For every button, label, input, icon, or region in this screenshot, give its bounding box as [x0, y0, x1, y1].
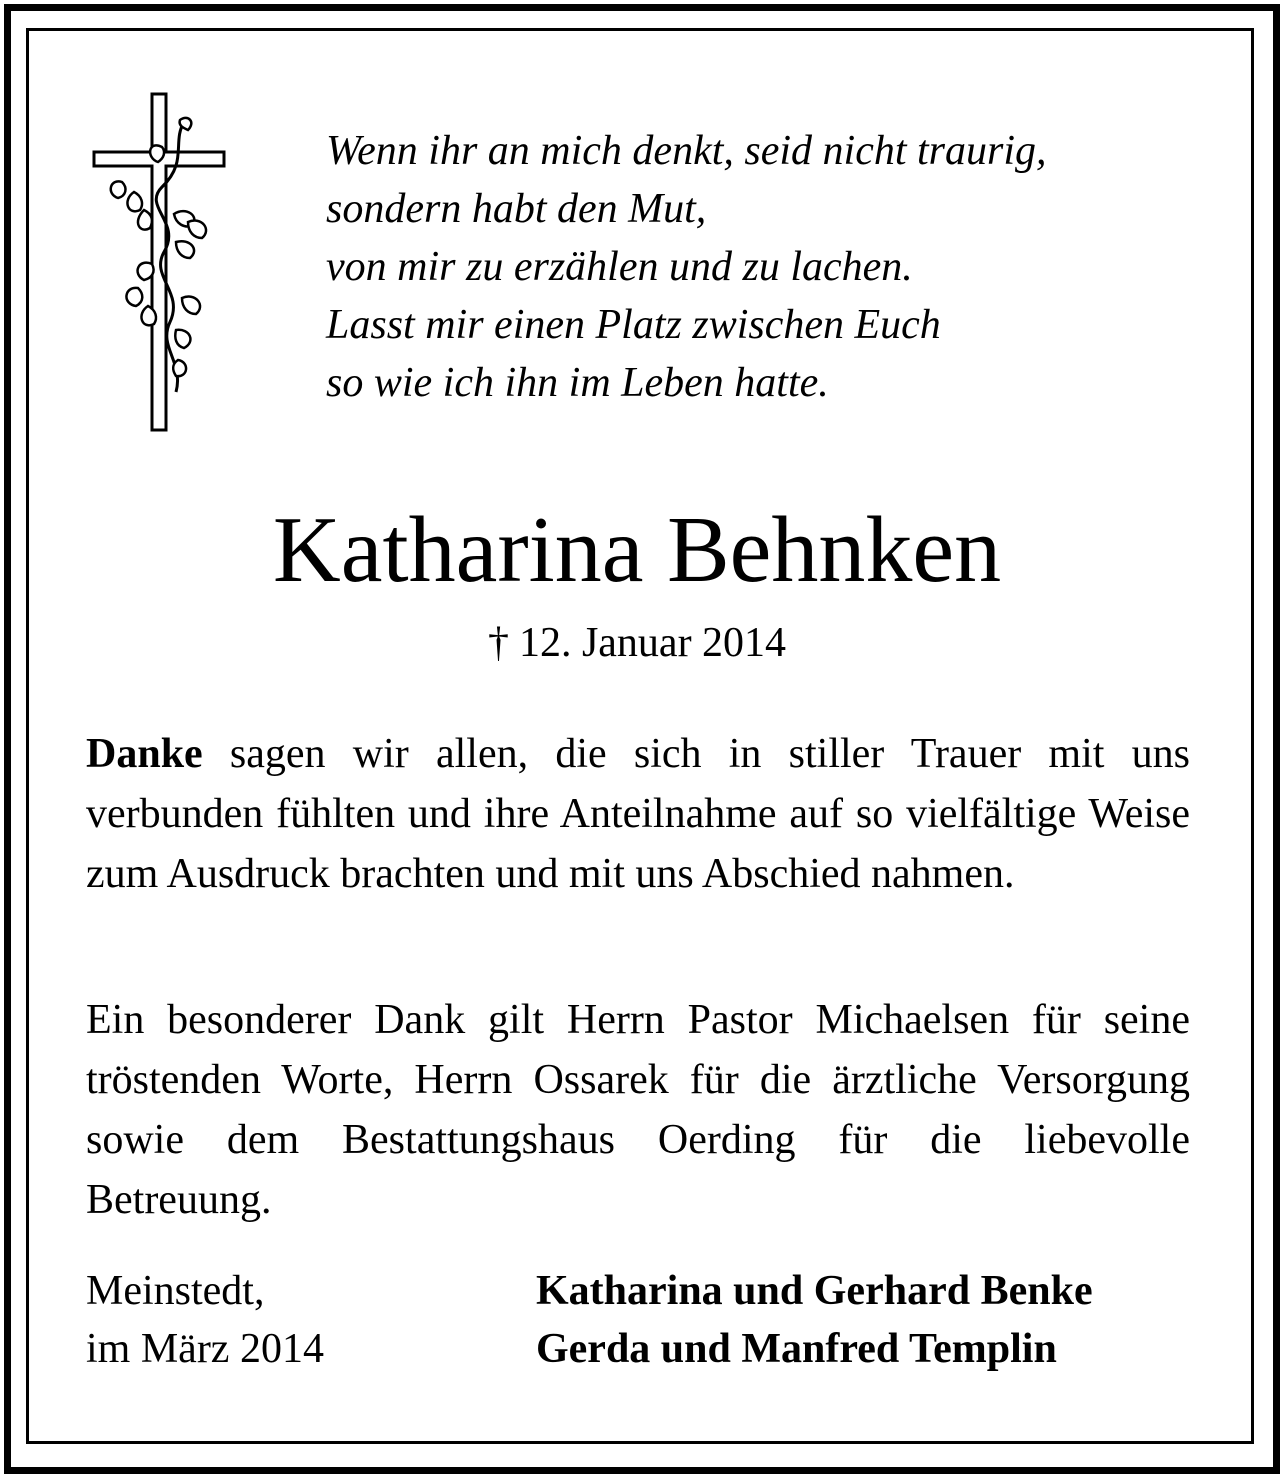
- poem-line: Lasst mir einen Platz zwischen Euch: [326, 302, 941, 348]
- closing-date: im März 2014: [86, 1326, 324, 1372]
- poem-line: so wie ich ihn im Leben hatte.: [326, 360, 829, 406]
- death-date-line: [0, 616, 1274, 670]
- dagger-icon: †: [487, 620, 509, 666]
- death-date: 12. Januar 2014: [518, 620, 787, 666]
- deceased-name: Katharina Behnken: [272, 498, 1002, 602]
- thanks-paragraph: [86, 724, 1190, 904]
- signatures: [536, 1262, 1196, 1378]
- poem-line: sondern habt den Mut,: [326, 186, 707, 232]
- poem: [326, 122, 1226, 412]
- poem-line: von mir zu erzählen und zu lachen.: [326, 244, 913, 290]
- thanks-lead-word: Danke: [86, 731, 203, 777]
- thanks-paragraph-text: sagen wir allen, die sich in stiller Trauer mit uns verbunden fühlten und ihre Anteilnahme auf so vielfältige Weise zum Ausdruck brachten und mit uns Abschied nahmen.: [86, 731, 1190, 897]
- cross-with-ivy-icon: [92, 92, 232, 434]
- signature-line: Katharina und Gerhard Benke: [536, 1268, 1093, 1314]
- place-and-date: [86, 1262, 324, 1378]
- poem-line: Wenn ihr an mich denkt, seid nicht traurig,: [326, 128, 1047, 174]
- signature-line: Gerda und Manfred Templin: [536, 1326, 1057, 1372]
- place: Meinstedt,: [86, 1268, 265, 1314]
- special-thanks-paragraph: Ein besonderer Dank gilt Herrn Pastor Michaelsen für seine tröstenden Worte, Herrn Ossarek für die ärztliche Versorgung sowie dem Bestattungshaus Oerding für die liebevolle Betreuung.: [86, 997, 1190, 1223]
